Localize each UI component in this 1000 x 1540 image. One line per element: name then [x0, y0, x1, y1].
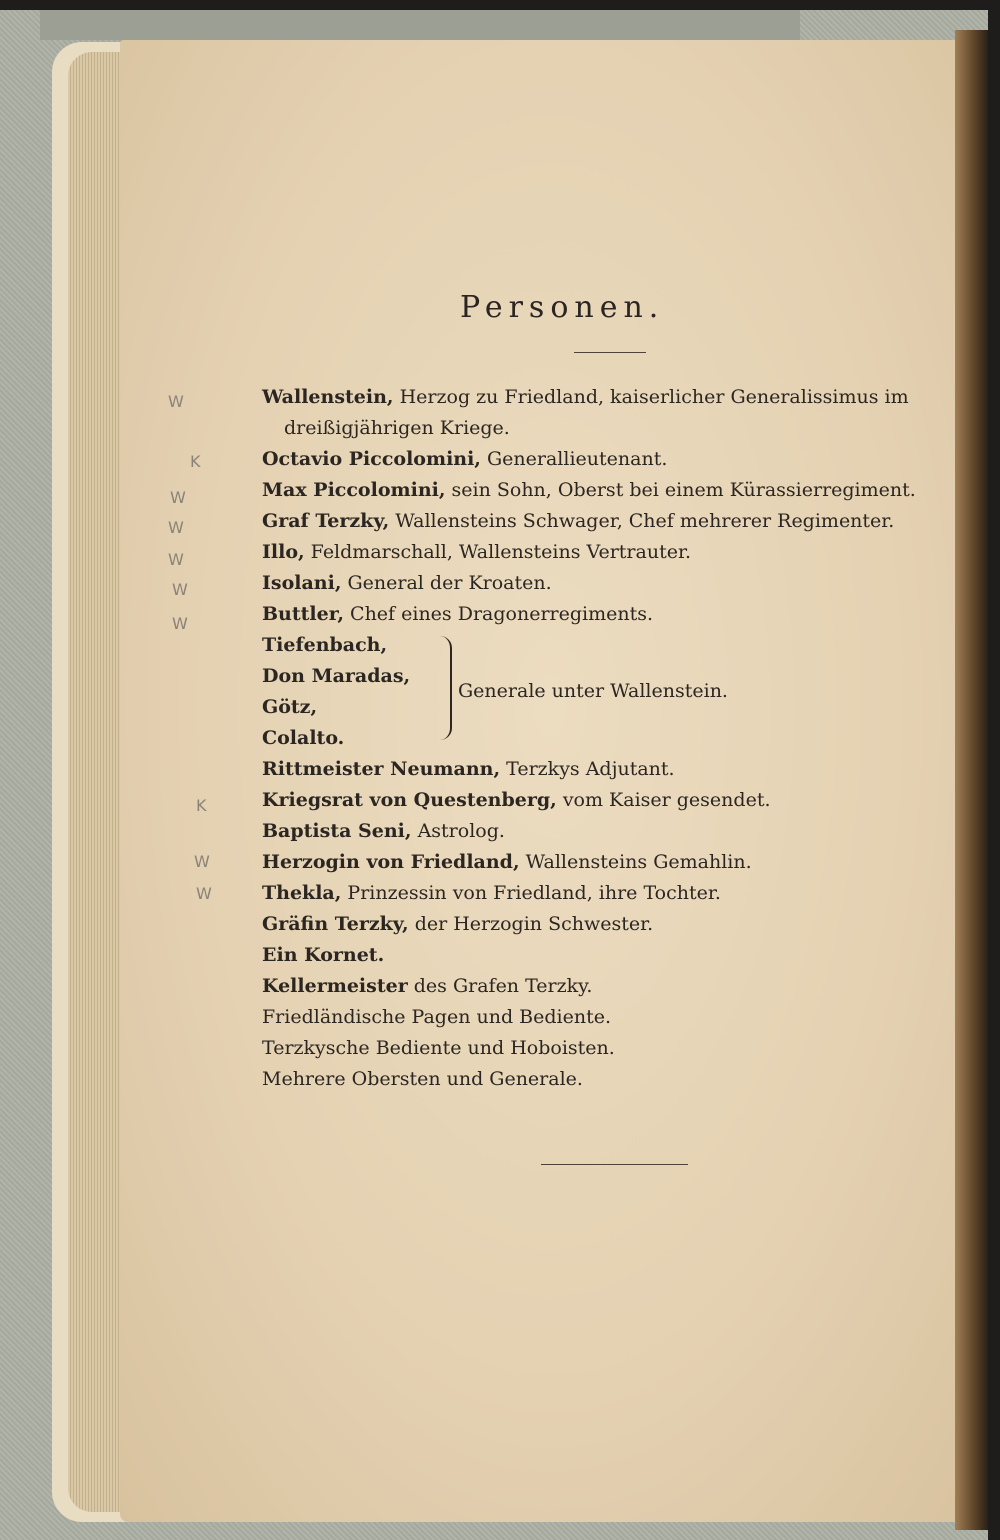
character-name: Kellermeister — [262, 975, 408, 997]
character-desc: vom Kaiser gesendet. — [562, 789, 771, 811]
cast-list — [262, 382, 962, 1095]
character-name: Octavio Piccolomini, — [262, 448, 481, 470]
pencil-margin-note: W — [168, 392, 184, 411]
cast-entry — [262, 940, 962, 971]
pencil-margin-note: W — [172, 580, 188, 599]
group-name — [262, 630, 962, 661]
group-name — [262, 723, 962, 754]
pencil-margin-note: K — [190, 452, 201, 471]
generals-group — [262, 630, 962, 754]
character-desc: Wallensteins Schwager, Chef mehrerer Regimenter. — [395, 510, 895, 532]
page-stack-lines — [68, 52, 128, 1512]
cast-entry — [262, 506, 962, 537]
cast-entry — [262, 1002, 962, 1033]
pencil-margin-note: K — [196, 796, 207, 815]
character-desc: Mehrere Obersten und Generale. — [262, 1068, 583, 1090]
character-name: Graf Terzky, — [262, 510, 390, 532]
character-name: Max Piccolomini, — [262, 479, 446, 501]
cast-entry — [262, 599, 962, 630]
character-desc: dreißigjährigen Kriege. — [284, 417, 510, 439]
character-name: Colalto. — [262, 727, 345, 749]
character-name: Ein Kornet. — [262, 944, 385, 966]
cast-entry-continuation — [262, 413, 962, 444]
character-name: Rittmeister Neumann, — [262, 758, 501, 780]
character-name: Baptista Seni, — [262, 820, 412, 842]
character-desc: Terzkysche Bediente und Hoboisten. — [262, 1037, 615, 1059]
grouping-brace — [440, 636, 452, 740]
pencil-margin-note: W — [196, 884, 212, 903]
group-description: Generale unter Wallenstein. — [458, 680, 728, 702]
cast-entry — [262, 1064, 962, 1095]
pencil-margin-note: W — [168, 550, 184, 569]
pencil-margin-note: W — [170, 488, 186, 507]
cast-entry — [262, 1033, 962, 1064]
cast-entry — [262, 878, 962, 909]
closing-rule — [541, 1164, 688, 1165]
page-heading: Personen. — [460, 290, 665, 325]
cover-top-edge — [40, 10, 800, 40]
pencil-margin-note: W — [194, 852, 210, 871]
character-desc: Feldmarschall, Wallensteins Vertrauter. — [310, 541, 691, 563]
character-name: Buttler, — [262, 603, 344, 625]
character-desc: Chef eines Dragonerregiments. — [350, 603, 654, 625]
cast-entry — [262, 847, 962, 878]
cast-entry — [262, 909, 962, 940]
cast-entry — [262, 568, 962, 599]
character-name: Isolani, — [262, 572, 342, 594]
character-name: Tiefenbach, — [262, 634, 388, 656]
character-desc: General der Kroaten. — [347, 572, 552, 594]
cast-entry — [262, 816, 962, 847]
character-desc: des Grafen Terzky. — [413, 975, 593, 997]
cast-entry — [262, 537, 962, 568]
character-name: Kriegsrat von Questenberg, — [262, 789, 557, 811]
pencil-margin-note: W — [168, 518, 184, 537]
character-desc: Herzog zu Friedland, kaiserlicher Generalissimus im — [399, 386, 909, 408]
cast-entry — [262, 475, 962, 506]
character-name: Götz, — [262, 696, 318, 718]
character-desc: Astrolog. — [417, 820, 505, 842]
cast-entry — [262, 754, 962, 785]
cast-entry — [262, 444, 962, 475]
character-desc: Wallensteins Gemahlin. — [525, 851, 752, 873]
character-name: Herzogin von Friedland, — [262, 851, 520, 873]
character-desc: der Herzogin Schwester. — [414, 913, 654, 935]
character-name: Don Maradas, — [262, 665, 411, 687]
character-desc: sein Sohn, Oberst bei einem Kürassierregiment. — [451, 479, 916, 501]
heading-rule — [574, 352, 646, 353]
character-name: Thekla, — [262, 882, 342, 904]
pencil-margin-note: W — [172, 614, 188, 633]
character-name: Gräfin Terzky, — [262, 913, 409, 935]
cast-entry — [262, 382, 962, 413]
character-desc: Prinzessin von Friedland, ihre Tochter. — [347, 882, 721, 904]
cast-entry — [262, 971, 962, 1002]
character-desc: Friedländische Pagen und Bediente. — [262, 1006, 612, 1028]
character-name: Illo, — [262, 541, 305, 563]
cast-entry — [262, 785, 962, 816]
character-name: Wallenstein, — [262, 386, 394, 408]
character-desc: Terzkys Adjutant. — [506, 758, 675, 780]
character-desc: Generallieutenant. — [486, 448, 668, 470]
